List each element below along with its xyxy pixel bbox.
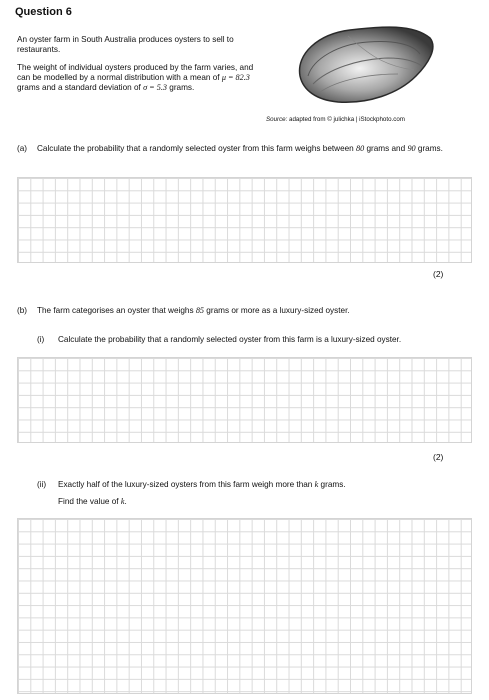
- answer-grid-b-i[interactable]: [17, 357, 472, 443]
- part-b-ii-label: (ii): [37, 480, 47, 489]
- part-b-label: (b): [17, 306, 28, 315]
- part-b-ii-instruction: Find the value of k.: [58, 497, 127, 506]
- image-source-caption: Source: adapted from © julichka | iStockphoto.com: [266, 116, 405, 123]
- question-title: Question 6: [15, 6, 72, 18]
- marks-b-i: (2): [433, 452, 444, 462]
- part-b-question: The farm categorises an oyster that weighs 85 grams or more as a luxury-sized oyster.: [37, 306, 350, 315]
- part-a-label: (a): [17, 144, 28, 153]
- oyster-shell-image: [288, 14, 438, 114]
- part-b-ii-question: Exactly half of the luxury-sized oysters from this farm weigh more than k grams.: [58, 480, 346, 489]
- sd-expression: σ = 5.3: [143, 83, 167, 92]
- answer-grid-b-ii[interactable]: [17, 518, 472, 694]
- part-b-i-label: (i): [37, 335, 45, 344]
- part-a-question: Calculate the probability that a randomly selected oyster from this farm weighs between 80 grams and 90 grams.: [37, 144, 443, 153]
- part-b-i-question: Calculate the probability that a randomly selected oyster from this farm is a luxury-sized oyster.: [58, 335, 402, 344]
- mean-expression: μ = 82.3: [221, 73, 250, 82]
- intro-paragraph-1: An oyster farm in South Australia produces oysters to sell to restaurants.: [17, 35, 234, 54]
- intro-paragraph-2: The weight of individual oysters produced by the farm varies, and can be modelled by a normal distribution with a mean of μ = 82.3 grams and a standard deviation of σ = 5.3 grams.: [17, 63, 254, 92]
- answer-grid-a[interactable]: [17, 177, 472, 263]
- marks-a: (2): [433, 269, 444, 279]
